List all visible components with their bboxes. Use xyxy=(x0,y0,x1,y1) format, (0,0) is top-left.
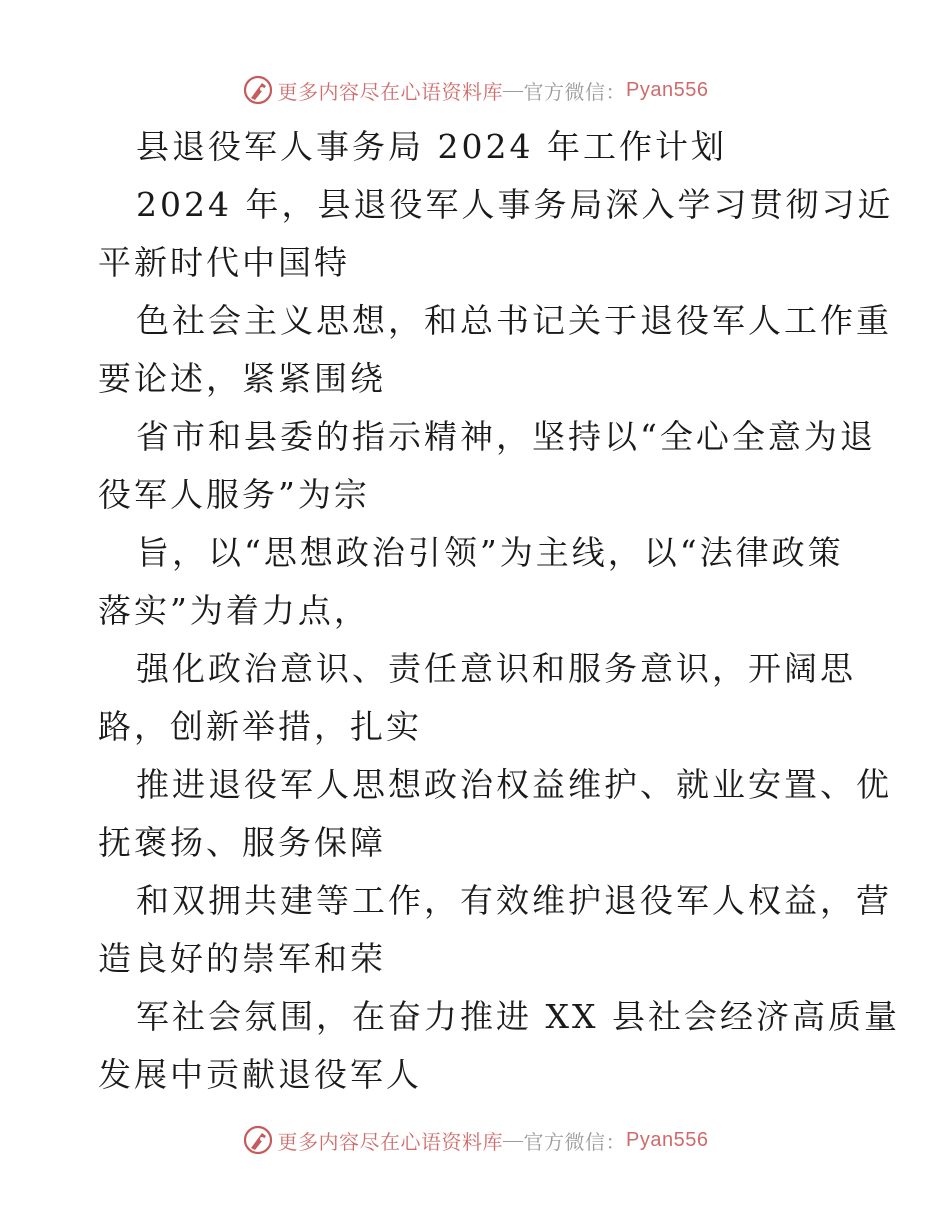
paragraph-line: 2024 年，县退役军人事务局深入学习贯彻习近 xyxy=(136,185,894,224)
paragraph-line: 要论述，紧紧围绕 xyxy=(98,359,386,398)
paragraph-line: 平新时代中国特 xyxy=(98,243,350,282)
document-title: 县退役军人事务局 2024 年工作计划 xyxy=(136,127,727,166)
paragraph-line: 省市和县委的指示精神，坚持以“全心全意为退 xyxy=(136,417,876,456)
watermark-separator: — xyxy=(503,1128,524,1151)
watermark-handle: Pyan556 xyxy=(626,78,709,101)
footer-watermark xyxy=(0,1120,950,1160)
pen-nib-circle-icon xyxy=(242,74,274,106)
watermark-main-text: 更多内容尽在心语资料库 xyxy=(277,81,504,104)
paragraph-line: 路，创新举措，扎实 xyxy=(98,707,422,746)
paragraph-line: 和双拥共建等工作，有效维护退役军人权益，营 xyxy=(136,881,892,920)
watermark-handle: Pyan556 xyxy=(626,1128,709,1151)
paragraph-line: 军社会氛围，在奋力推进 XX 县社会经济高质量 xyxy=(136,997,900,1036)
paragraph-line: 落实”为着力点， xyxy=(98,591,370,630)
paragraph-line: 抚褒扬、服务保障 xyxy=(98,823,386,862)
paragraph-line: 强化政治意识、责任意识和服务意识，开阔思 xyxy=(136,649,856,688)
paragraph-line: 造良好的崇军和荣 xyxy=(98,939,386,978)
watermark-wechat-label: 官方微信： xyxy=(523,81,627,104)
paragraph-line: 役军人服务”为宗 xyxy=(98,475,370,514)
document-body xyxy=(98,118,900,1104)
header-watermark xyxy=(0,70,950,110)
paragraph-line: 推进退役军人思想政治权益维护、就业安置、优 xyxy=(136,765,892,804)
pen-nib-circle-icon xyxy=(242,1124,274,1156)
paragraph-line: 发展中贡献退役军人 xyxy=(98,1055,422,1094)
paragraph-line: 旨，以“思想政治引领”为主线，以“法律政策 xyxy=(136,533,844,572)
watermark-separator: — xyxy=(503,78,524,101)
watermark-main-text: 更多内容尽在心语资料库 xyxy=(277,1131,504,1154)
paragraph-line: 色社会主义思想，和总书记关于退役军人工作重 xyxy=(136,301,892,340)
watermark-wechat-label: 官方微信： xyxy=(523,1131,627,1154)
